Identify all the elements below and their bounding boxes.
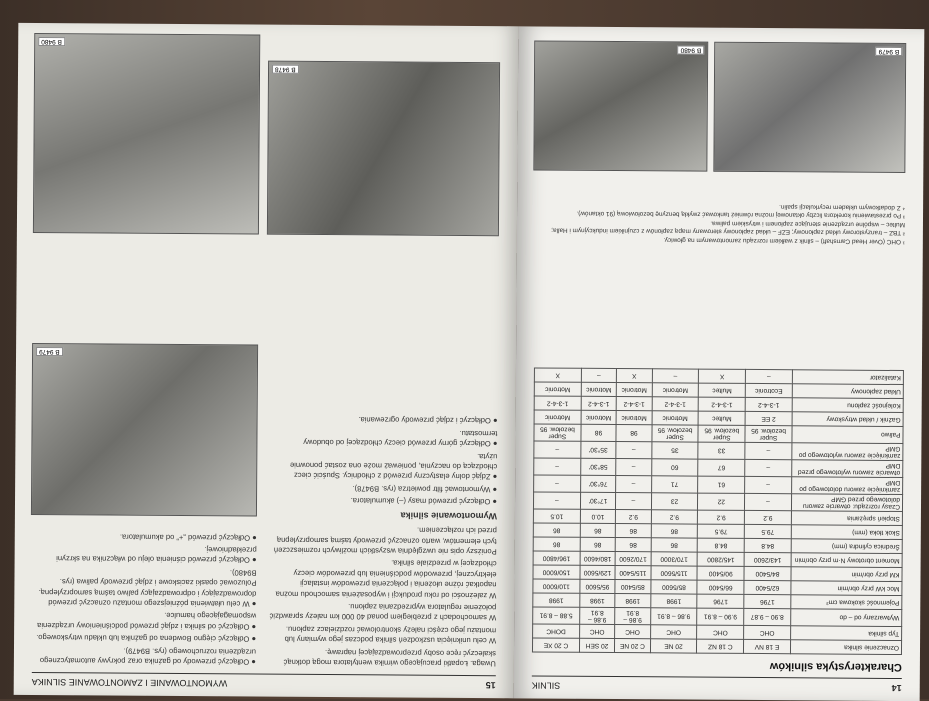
bullet-item: ● Odłączyć i zdjąć przewody ogrzewania. (270, 414, 498, 426)
table-cell: 35°30' (581, 441, 617, 458)
table-cell: Motronic (534, 410, 581, 424)
table-cell: 1-3-4-2 (534, 396, 581, 410)
row-label: zamknięcie zaworu wylotowego po GMP (792, 443, 903, 461)
bullet-item: ● Odłączyć przewód „+” od akumulatora. (33, 530, 257, 542)
table-cell: 98 (581, 424, 617, 441)
table-cell: 145/2800 (697, 552, 744, 566)
table-row (533, 523, 902, 540)
table-row (533, 537, 902, 554)
table-cell: 90/5400 (697, 566, 744, 580)
table-cell: 1-3-4-2 (616, 397, 652, 411)
table-cell: 95/5600 (580, 579, 616, 593)
page-14-header (532, 675, 902, 693)
table-cell: 86 (580, 523, 616, 537)
table-cell: – (745, 476, 792, 493)
photo-label: B 9479 (36, 347, 63, 356)
table-cell: 86 (615, 538, 651, 552)
table-cell: – (534, 458, 581, 475)
table-cell: Motronic (652, 411, 699, 425)
page-number: 14 (891, 682, 902, 694)
table-cell: 60 (651, 459, 698, 476)
section-header: SILNIK (531, 680, 561, 691)
text-column-left (268, 412, 498, 669)
table-cell: 129/5600 (580, 565, 616, 579)
table-cell: – (616, 442, 652, 459)
column-header: C 20 XE (532, 638, 579, 652)
bullet-item: ● Wymontować filtr powietrza (rys. B9478). (269, 482, 497, 494)
engine-photo-b9480-right (533, 40, 708, 171)
table-cell: – (652, 369, 699, 383)
page-14-content (514, 26, 925, 701)
table-cell: Super bezołow. 95 (745, 425, 792, 442)
table-cell: 67 (698, 459, 745, 476)
photo-label: B 9480 (38, 37, 65, 46)
row-label: Gaźnik / układ wtryskowy (792, 412, 903, 427)
row-label: Typ silnika (790, 626, 901, 641)
footnote: ² TBZ – tranzystorowy układ zapłonowy; EZF – układ zapłonowy sterowany mapą zapłonów z czujnikiem indukcyjnym i Halla; Multec – wspólne urządzenie sterujące zapłonem i wtryskiem paliwa. (551, 219, 905, 237)
table-row (534, 458, 903, 478)
table-cell: 71 (651, 476, 698, 493)
column-header: 20 NE (650, 639, 697, 653)
table-cell: – (745, 369, 792, 383)
row-label: Stopień sprężania (791, 511, 902, 526)
table-row (534, 424, 903, 444)
table-cell: 84.8 (698, 538, 745, 552)
row-label: Moment obrotowy N·m przy obr/min (791, 553, 902, 568)
table-cell: 180/4600 (580, 551, 616, 565)
open-book (14, 23, 925, 701)
table-cell: – (616, 476, 652, 493)
table-cell: 86 (533, 523, 580, 537)
table-cell: OHC (579, 624, 615, 638)
table-row (533, 579, 902, 596)
table-cell: Multec (699, 383, 746, 397)
table-cell: OHC (615, 625, 651, 639)
column-header: C 20 NE (615, 639, 651, 653)
table-row (533, 607, 902, 627)
page-15-header (32, 672, 496, 690)
row-label: Moc kW przy obr/min (791, 581, 902, 596)
section-header: WYMONTOWANIE I ZAMONTOWANIE SILNIKA (31, 676, 228, 689)
table-cell: 196/4800 (533, 551, 580, 565)
engine-spec-table (532, 367, 904, 655)
paragraph: W celu uniknięcia uszkodzeń silnika podczas jego wymiany lub montażu jego części należy skontrolować rozdzielacz zapłonu. (284, 624, 497, 646)
table-cell: 9.2 (698, 510, 745, 524)
table-cell: 115/5400 (615, 566, 651, 580)
table-cell: OHC (650, 625, 697, 639)
paragraph: W samochodach z przebiegiem ponad 40 000 km należy sprawdzić położenie regulatora wyprzedzania zapłonu. (269, 602, 497, 623)
row-label: otwarcie zaworu wylotowego przed DMP (792, 460, 903, 478)
table-cell: 58°30' (581, 458, 617, 475)
table-row (534, 410, 903, 427)
table-cell: 61 (698, 476, 745, 493)
table-cell: Motronic (581, 382, 617, 396)
table-cell: – (616, 493, 652, 510)
table-cell: Multec (698, 411, 745, 425)
table-cell: Motronic (581, 410, 617, 424)
table-cell: 1-3-4-2 (652, 397, 699, 411)
table-cell: Super bezołow. 95 (534, 424, 581, 441)
row-label: Czasy rozrządu: otwarcie zaworu dolotowego przed GMP (791, 494, 902, 512)
paragraph: W zależności od roku produkcji i wyposażenia samochodu można napotkać różne ułożenia i połączenia przewodów instalacji elektrycznej, przewodów podciśnienia lub przewodów cieczy chłodzącej w przedziale silnika. (275, 558, 497, 600)
engine-photo-b9478 (267, 61, 500, 237)
table-cell: 5.88 – 8.91 (533, 607, 580, 624)
table-cell: – (745, 459, 792, 476)
table-footnotes (535, 200, 905, 245)
table-cell: 1-3-4-2 (745, 397, 792, 411)
bullet-item: ● Odłączyć przewody od gaźnika oraz pokrywy automatycznego urządzenia rozruchowego (rys. B9479). (32, 644, 256, 666)
table-cell: Motronic (616, 383, 652, 397)
table-header-row (532, 638, 901, 655)
table-cell: 86 (615, 524, 651, 538)
bullet-item: ● Zdjąć dolny elastyczny przewód z chłodnicy. Spuścić ciecz chłodzącą do naczynia, ponieważ może ona zostać ponownie użyta. (269, 449, 497, 482)
table-row (533, 509, 902, 526)
bullet-item: ● Odłączyć przewód masy (–) akumulatora. (269, 495, 497, 507)
table-cell: 79.5 (698, 524, 745, 538)
row-label: Skok tłoka (mm) (791, 525, 902, 540)
table-cell: OHC (697, 625, 744, 639)
table-title: Charakterystyka silników (769, 660, 902, 674)
table-cell: X (534, 368, 581, 382)
table-cell: Motronic (616, 411, 652, 425)
column-header: Oznaczenie silnika (790, 640, 901, 655)
table-cell: 9.2 (616, 510, 652, 524)
row-label: KM przy obr/min (791, 567, 902, 582)
table-cell: DOHC (533, 624, 580, 638)
table-cell: Motronic (652, 383, 699, 397)
table-cell: 85/5400 (615, 580, 651, 594)
table-cell: – (745, 493, 792, 510)
table-row (533, 565, 902, 582)
footnote: ³ Po przestawieniu korektora liczby oktanowej można również tankować zwykłą benzynę bezołowiową (91 oktanów). (576, 210, 906, 220)
page-15-content (14, 23, 519, 698)
table-cell: 1-3-4-2 (581, 396, 617, 410)
table-cell: 9.86 – 8.91 (615, 608, 651, 625)
table-cell: 22 (698, 493, 745, 510)
footnote: ⁴ Z dodatkowym układem recyrkulacji spalin. (779, 203, 906, 212)
row-label: Katalizator (792, 370, 903, 385)
photo-label: B 9478 (272, 65, 299, 74)
row-label: Układ zapłonowy (792, 384, 903, 399)
column-header: 20 SEH (579, 638, 615, 652)
table-cell: 9.2 (745, 510, 792, 524)
engine-photo-b9479 (31, 343, 258, 517)
table-cell: – (745, 442, 792, 459)
table-cell: 1998 (580, 593, 616, 607)
table-row (533, 551, 902, 568)
table-cell: 1998 (650, 594, 697, 608)
table-cell: 1998 (615, 594, 651, 608)
table-cell: 170/3000 (651, 552, 698, 566)
column-header: E 18 NV (744, 639, 791, 653)
table-cell: 17°30' (580, 492, 616, 509)
table-cell: Motronic (534, 382, 581, 396)
table-cell: 86 (580, 537, 616, 551)
table-cell: – (616, 459, 652, 476)
table-cell: 1796 (697, 594, 744, 608)
table-cell: 62/5400 (744, 580, 791, 594)
table-cell: 76°30' (580, 475, 616, 492)
page-15 (14, 23, 519, 698)
page-14 (514, 26, 925, 701)
table-cell: Super bezołow. 95 (698, 425, 745, 442)
table-cell: 115/5600 (651, 566, 698, 580)
table-cell: 1-3-4-2 (699, 397, 746, 411)
table-cell: – (534, 441, 581, 458)
table-cell: 84.8 (744, 538, 791, 552)
bullet-item: ● Odłączyć od silnika i zdjąć przewód podciśnieniowy urządzenia wspomagającego hamulce. (32, 609, 256, 631)
row-label: Pojemność skokowa cm³ (791, 595, 902, 610)
table-cell: 79.5 (744, 524, 791, 538)
paragraph: Uwaga. Łopatki pracującego wirnika wentylatora mogą dotknąć skaleczyć ręce osoby przeprowadzającej naprawę. (283, 647, 496, 669)
table-cell: 85/5600 (651, 580, 698, 594)
table-cell: 8.90 – 9.87 (744, 608, 791, 625)
table-cell: 35 (651, 442, 698, 459)
bullet-item: ● Odłączyć cięgno Bowdena od gaźnika lub układu wtryskowego. (32, 632, 256, 644)
photo-label: B 9480 (678, 45, 705, 54)
column-header: C 18 NZ (697, 639, 744, 653)
table-cell: – (534, 475, 581, 492)
table-cell: 33 (698, 442, 745, 459)
bullet-item: ● W celu ułatwienia późniejszego montażu oznaczyć przewód doprowadzający i odprowadzający paliwo taśmą samoprzylepną. Poluzować opaski zaciskowe i zdjąć przewody paliwa (rys. B9480). (32, 565, 256, 608)
table-cell: OHC (744, 625, 791, 639)
row-label: Kolejność zapłonu (792, 398, 903, 413)
table-cell: 1796 (744, 594, 791, 608)
table-cell: 9.2 (651, 510, 698, 524)
table-cell: 143/2600 (744, 552, 791, 566)
table-cell: 150/6000 (533, 565, 580, 579)
table-cell: 23 (651, 493, 698, 510)
table-cell: 10.5 (533, 509, 580, 523)
table-cell: 9.90 – 8.91 (697, 608, 744, 625)
row-label: zamknięcie zaworu dolotowego po DMP (791, 477, 902, 495)
table-cell: X (617, 369, 653, 383)
table-cell: X (699, 369, 746, 383)
engine-photo-b9479-right (713, 42, 906, 173)
table-cell: 1998 (533, 593, 580, 607)
table-cell: 9.86 – 8.91 (579, 607, 615, 624)
table-row (533, 492, 902, 512)
table-cell: 98 (616, 425, 652, 442)
table-row (534, 382, 903, 399)
table-cell: 66/5400 (697, 580, 744, 594)
table-row (534, 441, 903, 461)
footnote: ¹ OHC (Over Head Camshaft) – silnik z wałkiem rozrządu zamontowanym na głowicy. (663, 236, 905, 246)
table-row (533, 593, 902, 610)
bullet-item: ● Odłączyć górny przewód cieczy chłodzącej od obudowy termostatu. (269, 426, 497, 448)
table-cell: 170/2600 (615, 552, 651, 566)
table-cell: 84/5400 (744, 566, 791, 580)
row-label: Średnica cylindra (mm) (791, 539, 902, 554)
row-label: Wytwarzany od – do (791, 609, 902, 627)
table-cell: 2 EE (745, 411, 792, 425)
table-cell: 86 (651, 524, 698, 538)
table-cell: Super bezołow. 95 (652, 425, 699, 442)
photo-label: B 9479 (876, 47, 903, 56)
table-cell: 9.86 – 8.91 (650, 608, 697, 625)
table-cell: – (581, 368, 617, 382)
table-cell: 86 (651, 538, 698, 552)
bullet-item: ● Odłączyć przewód ciśnienia oleju od włącznika na skrzyni przekładniowej. (33, 542, 257, 564)
table-cell: 10.0 (580, 509, 616, 523)
table-cell: – (533, 492, 580, 509)
page-number: 15 (485, 680, 496, 691)
paragraph: Poniższy opis nie uwzględnia wszystkich możliwych rozmieszczeń tych elementów, warto oznaczyć przewody taśmą samoprzylepną przed ich rozłączeniem. (273, 525, 497, 557)
table-cell: 110/6000 (533, 579, 580, 593)
table-cell: 86 (533, 537, 580, 551)
table-row (534, 475, 903, 495)
table-row (534, 368, 903, 385)
table-cell: Ecotronic (745, 383, 792, 397)
row-label: Paliwo (792, 426, 903, 444)
text-column-right (32, 528, 257, 666)
table-row (534, 396, 903, 413)
table-row (533, 624, 902, 641)
subheading: Wymontowanie silnika (400, 510, 497, 521)
engine-photo-b9480 (33, 33, 260, 235)
